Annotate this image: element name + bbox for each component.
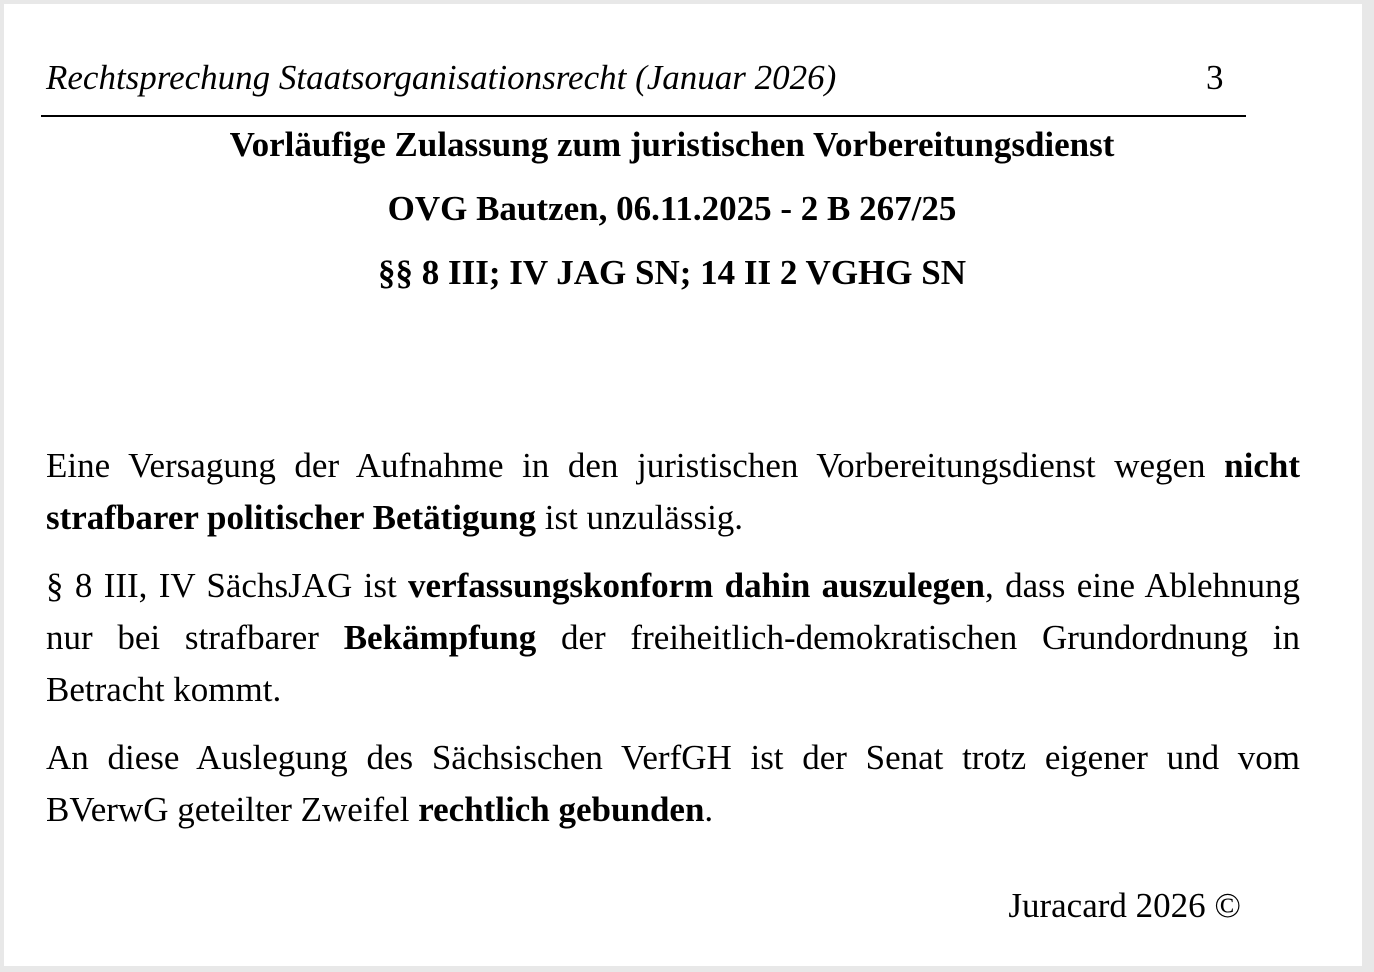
headnote-paragraph [46,440,1300,544]
copyright-footer: Juracard 2026 © [1008,886,1241,925]
text-segment: An diese Auslegung des Sächsischen VerfGH ist der Senat trotz eigener und vom BVerwG geteilter Zweifel [46,738,1300,829]
page-number: 3 [1206,58,1224,97]
headnote-paragraph [46,560,1300,716]
case-citation: OVG Bautzen, 06.11.2025 - 2 B 267/25 [387,189,957,228]
emphasized-text: nicht strafbarer politischer Betätigung [46,446,1300,537]
emphasized-text: rechtlich gebunden [418,790,705,829]
text-segment: § 8 III, IV SächsJAG ist [46,566,409,605]
text-segment: der freiheitlich-demokratischen Grundordnung in Betracht kommt. [46,618,1300,709]
text-segment: . [704,790,714,829]
text-segment: ist unzulässig. [535,498,744,537]
text-segment: , dass eine Ablehnung nur bei strafbarer [46,566,1300,657]
document-page [4,4,1362,966]
header-rule [41,115,1246,117]
headnote-paragraph [46,732,1300,836]
headnotes [46,440,1300,852]
case-title-block [41,122,1303,314]
emphasized-text: Bekämpfung [343,618,537,657]
text-segment: Eine Versagung der Aufnahme in den juristischen Vorbereitungsdienst wegen [46,446,1225,485]
emphasized-text: verfassungskonform dahin auszulegen [408,566,985,605]
running-header-title: Rechtsprechung Staatsorganisationsrecht (Januar 2026) [46,58,837,97]
case-norms: §§ 8 III; IV JAG SN; 14 II 2 VGHG SN [378,253,966,292]
case-topic: Vorläufige Zulassung zum juristischen Vorbereitungsdienst [229,125,1115,164]
